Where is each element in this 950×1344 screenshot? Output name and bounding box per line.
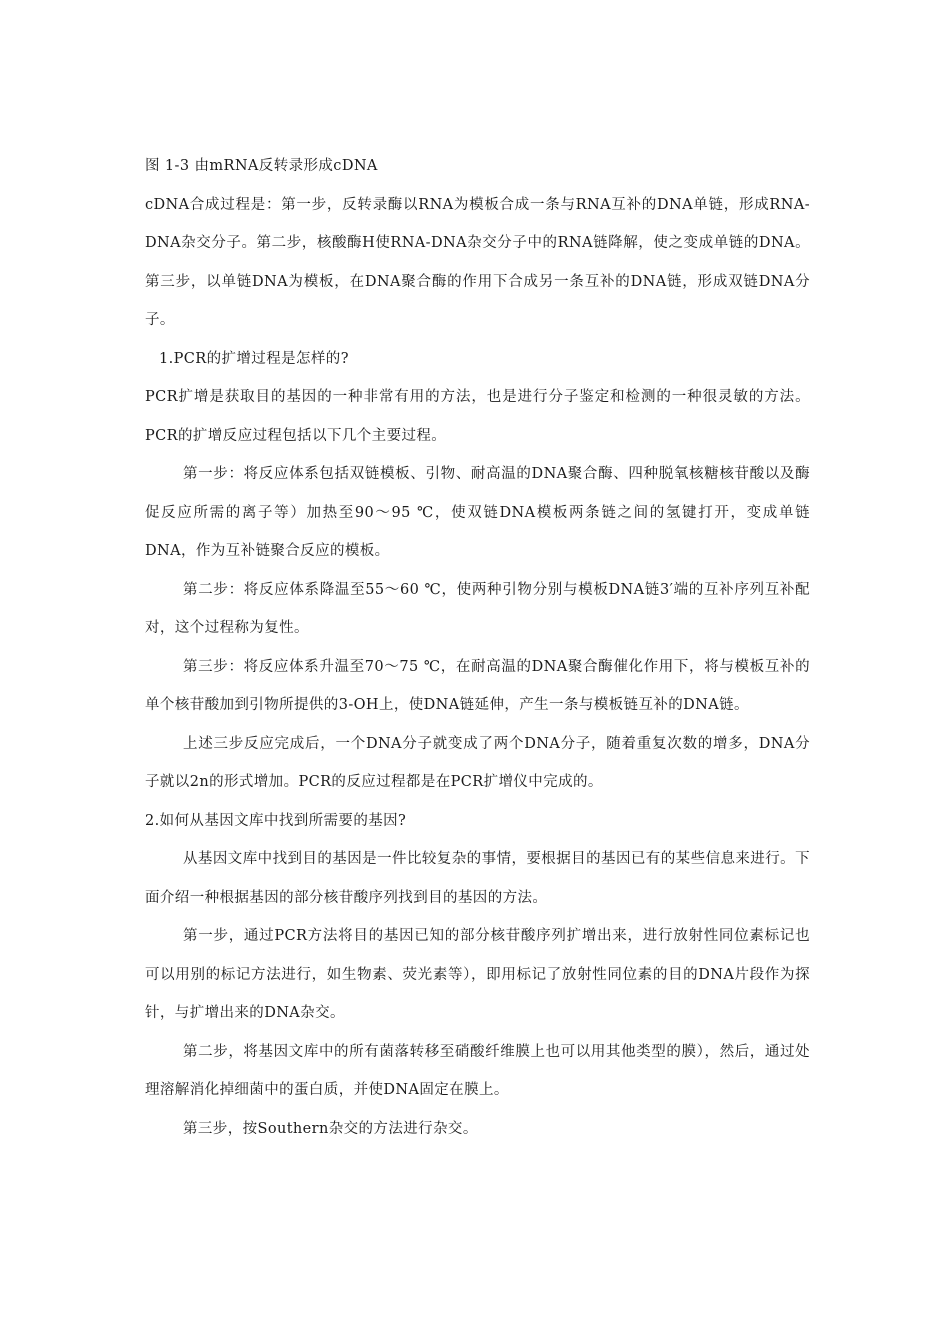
paragraph-library-intro: 从基因文库中找到目的基因是一件比较复杂的事情，要根据目的基因已有的某些信息来进行。下面介绍一种根据基因的部分核苷酸序列找到目的基因的方法。 [145,851,810,906]
paragraph-library-step3: 第三步，按Southern杂交的方法进行杂交。 [183,1120,478,1137]
paragraph-pcr-step3: 第三步：将反应体系升温至70～75 ℃，在耐高温的DNA聚合酶催化作用下，将与模板互补的单个核苷酸加到引物所提供的3-OH上，使DNA链延伸，产生一条与模板链互补的DNA链。 [145,658,810,713]
document-page [145,147,810,1148]
question-gene-library: 2.如何从基因文库中找到所需要的基因? [145,812,407,829]
figure-caption: 图 1-3 由mRNA反转录形成cDNA [145,158,378,174]
paragraph-pcr-intro: PCR扩增是获取目的基因的一种非常有用的方法，也是进行分子鉴定和检测的一种很灵敏的方法。PCR的扩增反应过程包括以下几个主要过程。 [145,389,810,444]
paragraph-library-step2: 第二步，将基因文库中的所有菌落转移至硝酸纤维膜上也可以用其他类型的膜），然后，通过处理溶解消化掉细菌中的蛋白质，并使DNA固定在膜上。 [145,1043,810,1098]
paragraph-library-step1: 第一步，通过PCR方法将目的基因已知的部分核苷酸序列扩增出来，进行放射性同位素标记也可以用别的标记方法进行，如生物素、荧光素等），即用标记了放射性同位素的目的DNA片段作为探针，与扩增出来的DNA杂交。 [145,928,810,1021]
paragraph-pcr-step1: 第一步：将反应体系包括双链模板、引物、耐高温的DNA聚合酶、四种脱氧核糖核苷酸以及酶促反应所需的离子等）加热至90～95 ℃，使双链DNA模板两条链之间的氢键打开，变成单链DNA，作为互补链聚合反应的模板。 [145,466,810,559]
paragraph-cdna-synthesis: cDNA合成过程是：第一步，反转录酶以RNA为模板合成一条与RNA互补的DNA单链，形成RNA-DNA杂交分子。第二步，核酸酶H使RNA-DNA杂交分子中的RNA链降解，使之变成单链的DNA。第三步，以单链DNA为模板，在DNA聚合酶的作用下合成另一条互补的DNA链，形成双链DNA分子。 [145,196,810,328]
paragraph-pcr-summary: 上述三步反应完成后，一个DNA分子就变成了两个DNA分子，随着重复次数的增多，DNA分子就以2n的形式增加。PCR的反应过程都是在PCR扩增仪中完成的。 [145,735,810,790]
question-pcr-process: 1.PCR的扩增过程是怎样的? [159,350,349,367]
paragraph-pcr-step2: 第二步：将反应体系降温至55～60 ℃，使两种引物分别与模板DNA链3′端的互补序列互补配对，这个过程称为复性。 [145,581,810,636]
